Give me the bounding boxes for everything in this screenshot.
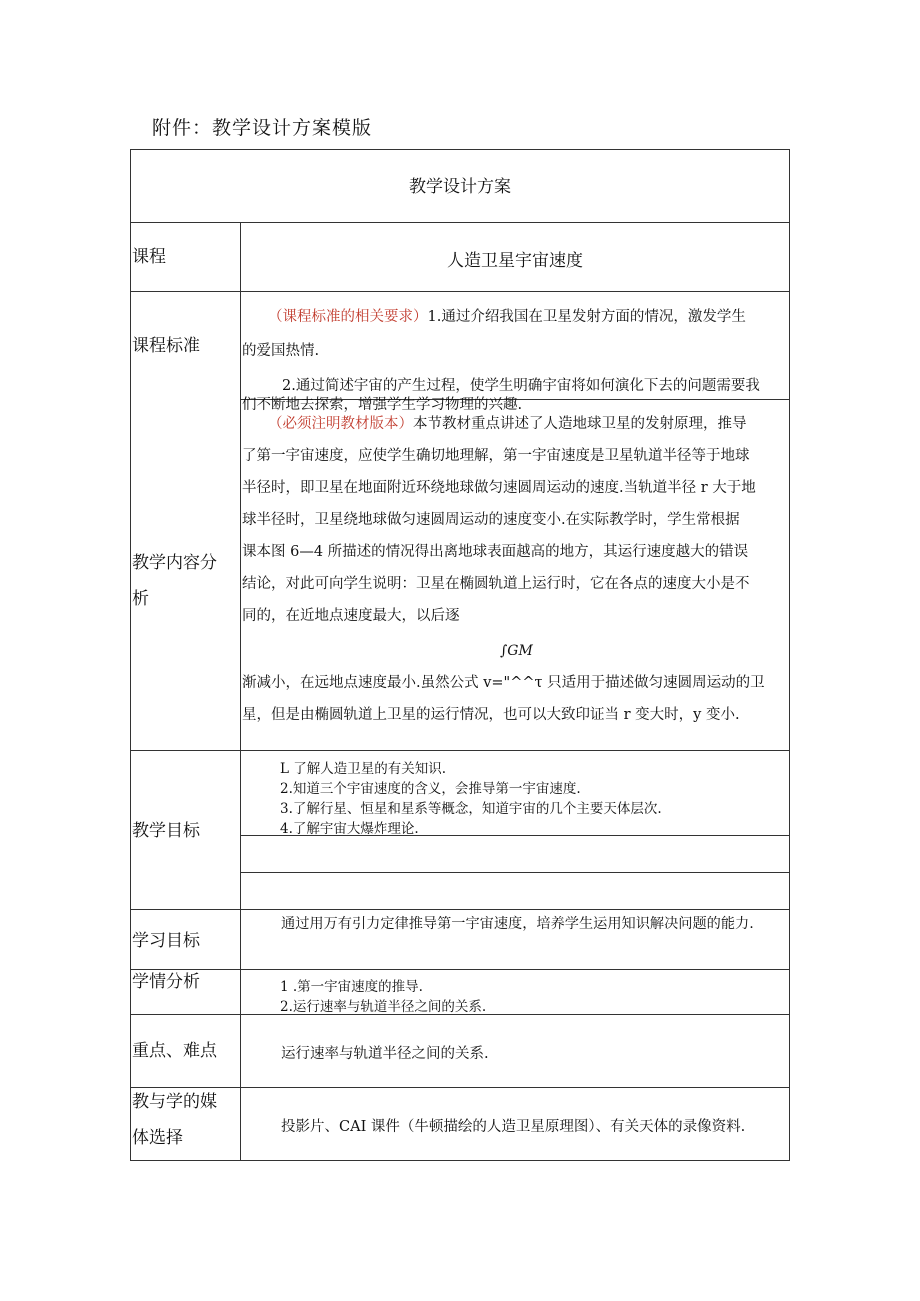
content-note: （必须注明教材版本） — [268, 416, 413, 432]
content-text: 渐减小，在远地点速度最小.虽然公式 v="^^τ 只适用于描述做匀速圆周运动的卫 — [242, 675, 765, 691]
content-text: 本节教材重点讲述了人造地球卫星的发射原理，推导 — [413, 416, 747, 432]
goal-item: L 了解人造卫星的有关知识. — [280, 761, 447, 777]
standard-clip — [242, 370, 790, 413]
media-text: 投影片、CAI 课件（牛顿描绘的人造卫星原理图）、有关天体的录像资料. — [281, 1119, 746, 1135]
content-analysis-label — [132, 545, 238, 617]
content-text: 结论，对此可向学生说明：卫星在椭圆轨道上运行时，它在各点的速度大小是不 — [242, 576, 750, 592]
sqrt-symbol: ∫ — [500, 643, 508, 659]
standard-label: 课程标准 — [132, 336, 200, 356]
content-line — [268, 412, 747, 433]
teaching-goals-label: 教学目标 — [132, 821, 200, 841]
learner-analysis-label: 学情分析 — [132, 972, 200, 992]
learner-item: 2.运行速率与轨道半径之间的关系. — [280, 999, 487, 1015]
learner-item: 1 .第一宇宙速度的推导. — [280, 979, 423, 995]
formula-gm — [500, 643, 533, 659]
media-label — [132, 1084, 238, 1156]
table-title: 教学设计方案 — [409, 177, 511, 197]
row-divider — [130, 291, 790, 292]
row-divider — [240, 872, 790, 873]
goal-item: 3.了解行星、恒星和星系等概念，知道宇宙的几个主要天体层次. — [280, 801, 662, 817]
label-line: 体选择 — [132, 1128, 183, 1148]
content-text: 球半径时，卫星绕地球做匀速圆周运动的速度变小.在实际教学时，学生常根据 — [242, 512, 740, 528]
standard-line — [268, 305, 746, 326]
goal-item: 4.了解宇宙大爆炸理论. — [280, 821, 419, 837]
standard-text: 1.通过介绍我国在卫星发射方面的情况，激发学生 — [427, 309, 746, 325]
formula-text: GM — [507, 643, 533, 659]
standard-text: 们不断地去探索，增强学生学习物理的兴趣. — [242, 397, 523, 413]
row-divider — [130, 222, 790, 223]
content-text: 半径时，即卫星在地面附近环绕地球做匀速圆周运动的速度.当轨道半径 r 大于地 — [242, 480, 756, 496]
key-points-text: 运行速率与轨道半径之间的关系. — [281, 1046, 489, 1062]
column-divider — [240, 222, 241, 1161]
content-text: 星，但是由椭圆轨道上卫星的运行情况，也可以大致印证当 r 变大时，y 变小. — [242, 707, 740, 723]
key-points-label: 重点、难点 — [132, 1041, 217, 1061]
learning-goals-label: 学习目标 — [132, 931, 200, 951]
course-label: 课程 — [132, 247, 166, 267]
label-line: 教学内容分 — [132, 553, 217, 573]
course-value: 人造卫星宇宙速度 — [447, 251, 583, 271]
label-line: 教与学的媒 — [132, 1092, 217, 1112]
standard-note: （课程标准的相关要求） — [268, 309, 428, 325]
learning-goals-text: 通过用万有引力定律推导第一宇宙速度，培养学生运用知识解决问题的能力. — [281, 916, 754, 932]
attachment-title: 附件：教学设计方案模版 — [152, 117, 373, 139]
content-text: 了第一宇宙速度，应使学生确切地理解，第一宇宙速度是卫星轨道半径等于地球 — [242, 448, 750, 464]
label-line: 析 — [132, 589, 149, 609]
content-text: 同的，在近地点速度最大，以后逐 — [242, 608, 460, 624]
standard-text: 2.通过简述宇宙的产生过程，使学生明确宇宙将如何演化下去的问题需要我 — [282, 378, 760, 394]
row-divider — [130, 909, 790, 910]
goal-item: 2.知道三个宇宙速度的含义，会推导第一宇宙速度. — [280, 781, 581, 797]
row-divider — [130, 750, 790, 751]
standard-text: 的爱国热情. — [242, 343, 320, 359]
content-text: 课本图 6—4 所描述的情况得出离地球表面越高的地方，其运行速度越大的错误 — [242, 544, 749, 560]
